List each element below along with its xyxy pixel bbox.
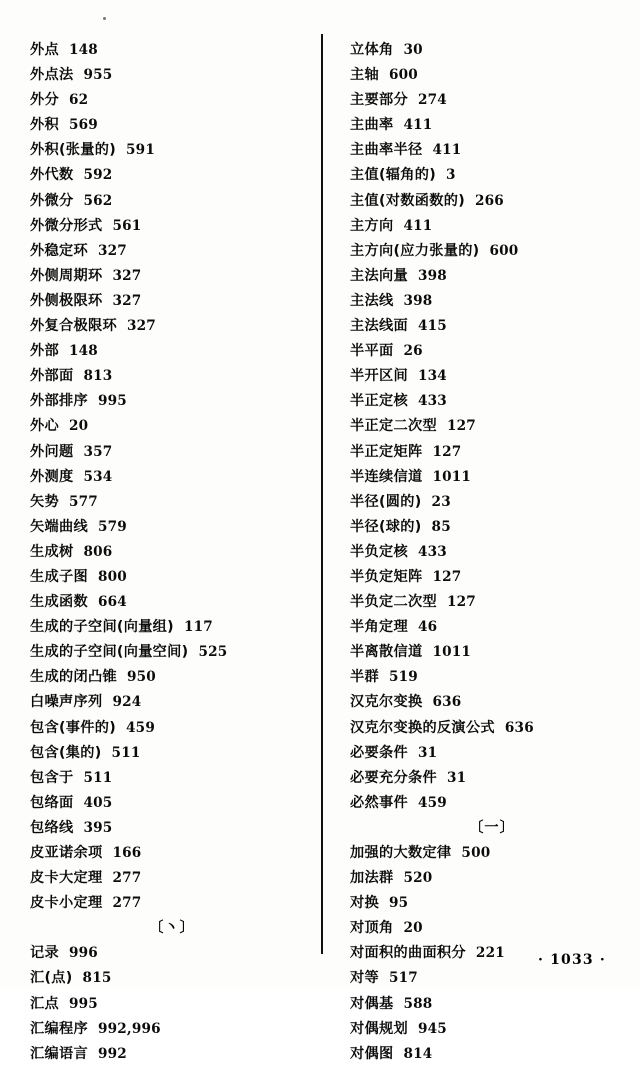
index-entry: [30, 490, 314, 515]
index-entry: [350, 841, 634, 866]
entry-term: 外心: [30, 418, 59, 435]
index-entry: [350, 565, 634, 590]
entry-term: 加强的大数定律: [350, 845, 452, 861]
entry-page-number: 561: [112, 217, 142, 234]
index-entry: [30, 239, 314, 264]
entry-term: 矢势: [30, 493, 59, 510]
entry-term: 汇(点): [30, 970, 73, 987]
index-entry: [30, 289, 314, 314]
entry-term: 半连续信道: [350, 468, 423, 485]
index-entry: [350, 364, 634, 389]
index-entry: [30, 264, 314, 289]
index-entry: [30, 63, 314, 88]
entry-term: 外代数: [30, 167, 74, 184]
index-entry: [30, 766, 314, 791]
index-entry: [350, 615, 634, 640]
entry-term: 汉克尔变换的反演公式: [350, 719, 495, 736]
section-separator: 〔丶〕: [149, 920, 195, 937]
entry-term: 半正定核: [350, 393, 408, 410]
index-entry: [350, 1017, 634, 1042]
entry-term: 汇点: [30, 995, 59, 1012]
entry-term: 外分: [30, 92, 59, 109]
index-entry: [30, 163, 314, 188]
entry-term: 半负定核: [350, 543, 408, 560]
index-entry: [30, 440, 314, 465]
index-entry: [350, 716, 634, 741]
entry-page-number: 277: [112, 895, 142, 912]
entry-page-number: 327: [97, 242, 127, 259]
index-entry: [350, 239, 634, 264]
index-entry: [350, 766, 634, 791]
entry-page-number: 85: [431, 518, 451, 535]
index-entry: [30, 339, 314, 364]
entry-page-number: 519: [388, 669, 418, 686]
entry-term: 包络面: [30, 794, 74, 811]
entry-term: 半群: [350, 669, 379, 686]
entry-page-number: 31: [446, 769, 467, 786]
entry-page-number: 415: [417, 318, 447, 335]
index-entry: [30, 389, 314, 414]
index-entry: [350, 88, 634, 113]
entry-page-number: 134: [417, 368, 447, 385]
entry-term: 白噪声序列: [30, 694, 103, 711]
index-entry: [350, 339, 634, 364]
entry-page-number: 1011: [432, 468, 472, 485]
page-number: · 1033 ·: [537, 952, 606, 968]
entry-page-number: 433: [417, 393, 447, 410]
index-entry: [350, 590, 634, 615]
entry-page-number: 534: [83, 468, 113, 485]
entry-page-number: 459: [417, 794, 447, 811]
entry-term: 汉克尔变换: [350, 694, 423, 711]
index-entry: [30, 189, 314, 214]
index-entry: [30, 540, 314, 565]
entry-page-number: 411: [403, 217, 433, 234]
index-entry: [30, 590, 314, 615]
entry-term: 半正定矩阵: [350, 443, 423, 460]
entry-term: 汇编语言: [30, 1045, 88, 1062]
entry-page-number: 266: [474, 192, 504, 209]
entry-term: 对偶规划: [350, 1020, 408, 1037]
index-entry: [350, 490, 634, 515]
entry-page-number: 117: [183, 619, 213, 636]
index-entry: [30, 138, 314, 163]
entry-page-number: 411: [403, 117, 433, 134]
entry-term: 外点法: [30, 67, 74, 84]
entry-term: 主曲率: [350, 117, 394, 134]
entry-term: 外复合极限环: [30, 318, 117, 335]
index-entry: [30, 364, 314, 389]
entry-term: 外部排序: [30, 393, 88, 410]
entry-term: 记录: [30, 945, 59, 962]
entry-term: 主法线: [350, 292, 394, 309]
entry-page-number: 815: [82, 970, 112, 987]
entry-term: 半正定二次型: [350, 418, 437, 435]
index-entry: [30, 465, 314, 490]
entry-term: 加法群: [350, 870, 394, 887]
index-entry: [30, 38, 314, 63]
entry-page-number: 588: [403, 995, 433, 1012]
entry-page-number: 1011: [432, 644, 472, 661]
index-entry: [30, 414, 314, 439]
entry-term: 半角定理: [350, 619, 408, 636]
entry-term: 主法线面: [350, 318, 408, 335]
index-entry: [350, 640, 634, 665]
entry-term: 主轴: [350, 67, 379, 84]
entry-page-number: 511: [111, 744, 141, 761]
entry-term: 包含(事件的): [30, 719, 117, 736]
entry-term: 皮卡小定理: [30, 895, 103, 912]
index-entry: [30, 690, 314, 715]
entry-page-number: 459: [126, 719, 155, 736]
entry-page-number: 357: [83, 443, 113, 460]
index-entry: [30, 214, 314, 239]
index-entry: [30, 891, 314, 916]
entry-term: 半径(圆的): [350, 493, 422, 510]
index-entry: [30, 565, 314, 590]
entry-term: 对面积的曲面积分: [350, 945, 466, 962]
entry-page-number: 995: [68, 995, 98, 1012]
entry-term: 主要部分: [350, 92, 408, 109]
entry-page-number: 517: [388, 970, 418, 987]
entry-page-number: 274: [417, 92, 447, 109]
entry-term: 对偶图: [350, 1045, 394, 1062]
index-entry: [350, 916, 634, 941]
entry-page-number: 433: [417, 543, 447, 560]
entry-term: 外问题: [30, 443, 74, 460]
entry-term: 主方向(应力张量的): [350, 242, 480, 259]
index-entry: [30, 515, 314, 540]
index-entry: [30, 816, 314, 841]
index-entry: [350, 214, 634, 239]
index-entry: [30, 866, 314, 891]
entry-page-number: 600: [489, 242, 519, 259]
page-speck: [103, 17, 106, 20]
index-entry: [350, 314, 634, 339]
entry-page-number: 327: [112, 267, 142, 284]
index-entry: [350, 690, 634, 715]
left-column: [0, 38, 322, 1062]
entry-page-number: 398: [403, 292, 433, 309]
entry-term: 外侧周期环: [30, 267, 103, 284]
entry-page-number: 600: [388, 67, 418, 84]
entry-term: 生成的子空间(向量组): [30, 619, 174, 636]
entry-term: 必要充分条件: [350, 769, 437, 786]
entry-term: 外部面: [30, 368, 74, 385]
entry-page-number: 800: [97, 568, 127, 585]
entry-page-number: 20: [403, 920, 423, 937]
entry-page-number: 992,996: [97, 1020, 161, 1037]
entry-page-number: 995: [97, 393, 127, 410]
entry-term: 必然事件: [350, 794, 408, 811]
index-entry: [30, 88, 314, 113]
entry-term: 皮亚诺余项: [30, 845, 103, 861]
entry-page-number: 577: [68, 493, 98, 510]
entry-page-number: 277: [112, 870, 142, 887]
entry-term: 皮卡大定理: [30, 870, 103, 887]
index-entry: [350, 515, 634, 540]
entry-term: 外积: [30, 117, 59, 134]
entry-page-number: 398: [417, 267, 447, 284]
entry-page-number: 520: [403, 870, 433, 887]
entry-term: 包含于: [30, 769, 74, 786]
index-entry: [30, 314, 314, 339]
entry-page-number: 511: [83, 769, 113, 786]
index-entry: [30, 791, 314, 816]
index-entry: [350, 113, 634, 138]
entry-term: 外部: [30, 343, 59, 360]
entry-page-number: 26: [403, 343, 423, 360]
entry-term: 外微分形式: [30, 217, 103, 234]
entry-page-number: 166: [112, 845, 142, 861]
entry-term: 主方向: [350, 217, 394, 234]
entry-page-number: 500: [461, 845, 491, 861]
entry-page-number: 405: [83, 794, 113, 811]
entry-page-number: 20: [68, 418, 89, 435]
entry-term: 必要条件: [350, 744, 408, 761]
entry-page-number: 62: [68, 92, 89, 109]
entry-term: 外稳定环: [30, 242, 88, 259]
entry-term: 半负定矩阵: [350, 568, 423, 585]
entry-page-number: 945: [417, 1020, 447, 1037]
index-entry: [350, 1042, 634, 1067]
index-entry: [350, 38, 634, 63]
entry-term: 对顶角: [350, 920, 394, 937]
index-entry: [30, 665, 314, 690]
entry-term: 主值(对数函数的): [350, 192, 465, 209]
index-entry: [30, 741, 314, 766]
entry-page-number: 148: [68, 343, 98, 360]
entry-page-number: 813: [83, 368, 113, 385]
entry-term: 生成函数: [30, 594, 88, 611]
index-entry: [350, 465, 634, 490]
entry-page-number: 636: [432, 694, 462, 711]
entry-term: 生成树: [30, 543, 74, 560]
index-entry: [350, 791, 634, 816]
entry-term: 外微分: [30, 192, 74, 209]
entry-term: 半平面: [350, 343, 394, 360]
entry-term: 生成子图: [30, 568, 88, 585]
entry-term: 半离散信道: [350, 644, 423, 661]
entry-page-number: 591: [126, 142, 155, 159]
entry-page-number: 46: [417, 619, 438, 636]
index-entry: [350, 891, 634, 916]
entry-page-number: 395: [83, 819, 113, 836]
index-entry: [350, 264, 634, 289]
index-entry: [30, 941, 314, 966]
entry-page-number: 569: [68, 117, 98, 134]
entry-page-number: 636: [504, 719, 534, 736]
entry-page-number: 221: [475, 945, 505, 962]
entry-page-number: 562: [83, 192, 113, 209]
index-entry: [30, 640, 314, 665]
entry-page-number: 806: [83, 543, 113, 560]
entry-page-number: 950: [126, 669, 156, 686]
entry-page-number: 3: [446, 167, 456, 184]
index-entry: [350, 440, 634, 465]
entry-term: 主曲率半径: [350, 142, 423, 159]
index-entry: [350, 992, 634, 1017]
entry-term: 外积(张量的): [30, 142, 117, 159]
entry-page-number: 592: [83, 167, 113, 184]
entry-page-number: 955: [83, 67, 113, 84]
index-entry: [30, 716, 314, 741]
entry-term: 包含(集的): [30, 744, 102, 761]
index-entry: [350, 741, 634, 766]
index-entry: [30, 1042, 314, 1067]
entry-page-number: 579: [97, 518, 127, 535]
entry-page-number: 411: [432, 142, 462, 159]
index-entry: [30, 113, 314, 138]
index-entry: [350, 63, 634, 88]
entry-term: 对换: [350, 895, 379, 912]
entry-page-number: 327: [112, 292, 142, 309]
entry-page-number: 127: [432, 568, 462, 585]
entry-page-number: 814: [403, 1045, 433, 1062]
entry-term: 主值(辐角的): [350, 167, 437, 184]
index-entry: [30, 992, 314, 1017]
index-entry: [350, 389, 634, 414]
entry-term: 对偶基: [350, 995, 394, 1012]
entry-term: 外侧极限环: [30, 292, 103, 309]
entry-term: 对等: [350, 970, 379, 987]
entry-page-number: 148: [68, 42, 98, 58]
index-entry: [350, 138, 634, 163]
section-separator: 〔一〕: [469, 819, 515, 836]
entry-page-number: 327: [126, 318, 156, 335]
entry-page-number: 992: [97, 1045, 127, 1062]
entry-term: 半径(球的): [350, 518, 422, 535]
index-entry: [30, 1017, 314, 1042]
index-entry: [350, 866, 634, 891]
entry-page-number: 924: [112, 694, 142, 711]
entry-term: 主法向量: [350, 267, 408, 284]
entry-page-number: 127: [446, 418, 476, 435]
index-entry: [350, 540, 634, 565]
index-entry: [30, 841, 314, 866]
entry-term: 生成的子空间(向量空间): [30, 644, 189, 661]
index-entry: [30, 615, 314, 640]
index-entry: [350, 414, 634, 439]
entry-term: 半开区间: [350, 368, 408, 385]
entry-term: 外点: [30, 42, 59, 58]
entry-term: 外测度: [30, 468, 74, 485]
index-entry: [350, 163, 634, 188]
entry-page-number: 664: [97, 594, 127, 611]
entry-term: 半负定二次型: [350, 594, 437, 611]
entry-term: 立体角: [350, 42, 394, 58]
index-entry: [350, 665, 634, 690]
index-entry: [350, 289, 634, 314]
entry-page-number: 30: [403, 42, 423, 58]
entry-page-number: 23: [431, 493, 451, 510]
entry-page-number: 127: [432, 443, 462, 460]
entry-term: 包络线: [30, 819, 74, 836]
entry-term: 矢端曲线: [30, 518, 88, 535]
entry-page-number: 525: [198, 644, 228, 661]
index-entry: [350, 189, 634, 214]
entry-page-number: 95: [388, 895, 409, 912]
entry-page-number: 31: [417, 744, 438, 761]
entry-term: 生成的闭凸锥: [30, 669, 117, 686]
entry-page-number: 127: [446, 594, 476, 611]
entry-page-number: 996: [68, 945, 98, 962]
entry-term: 汇编程序: [30, 1020, 88, 1037]
